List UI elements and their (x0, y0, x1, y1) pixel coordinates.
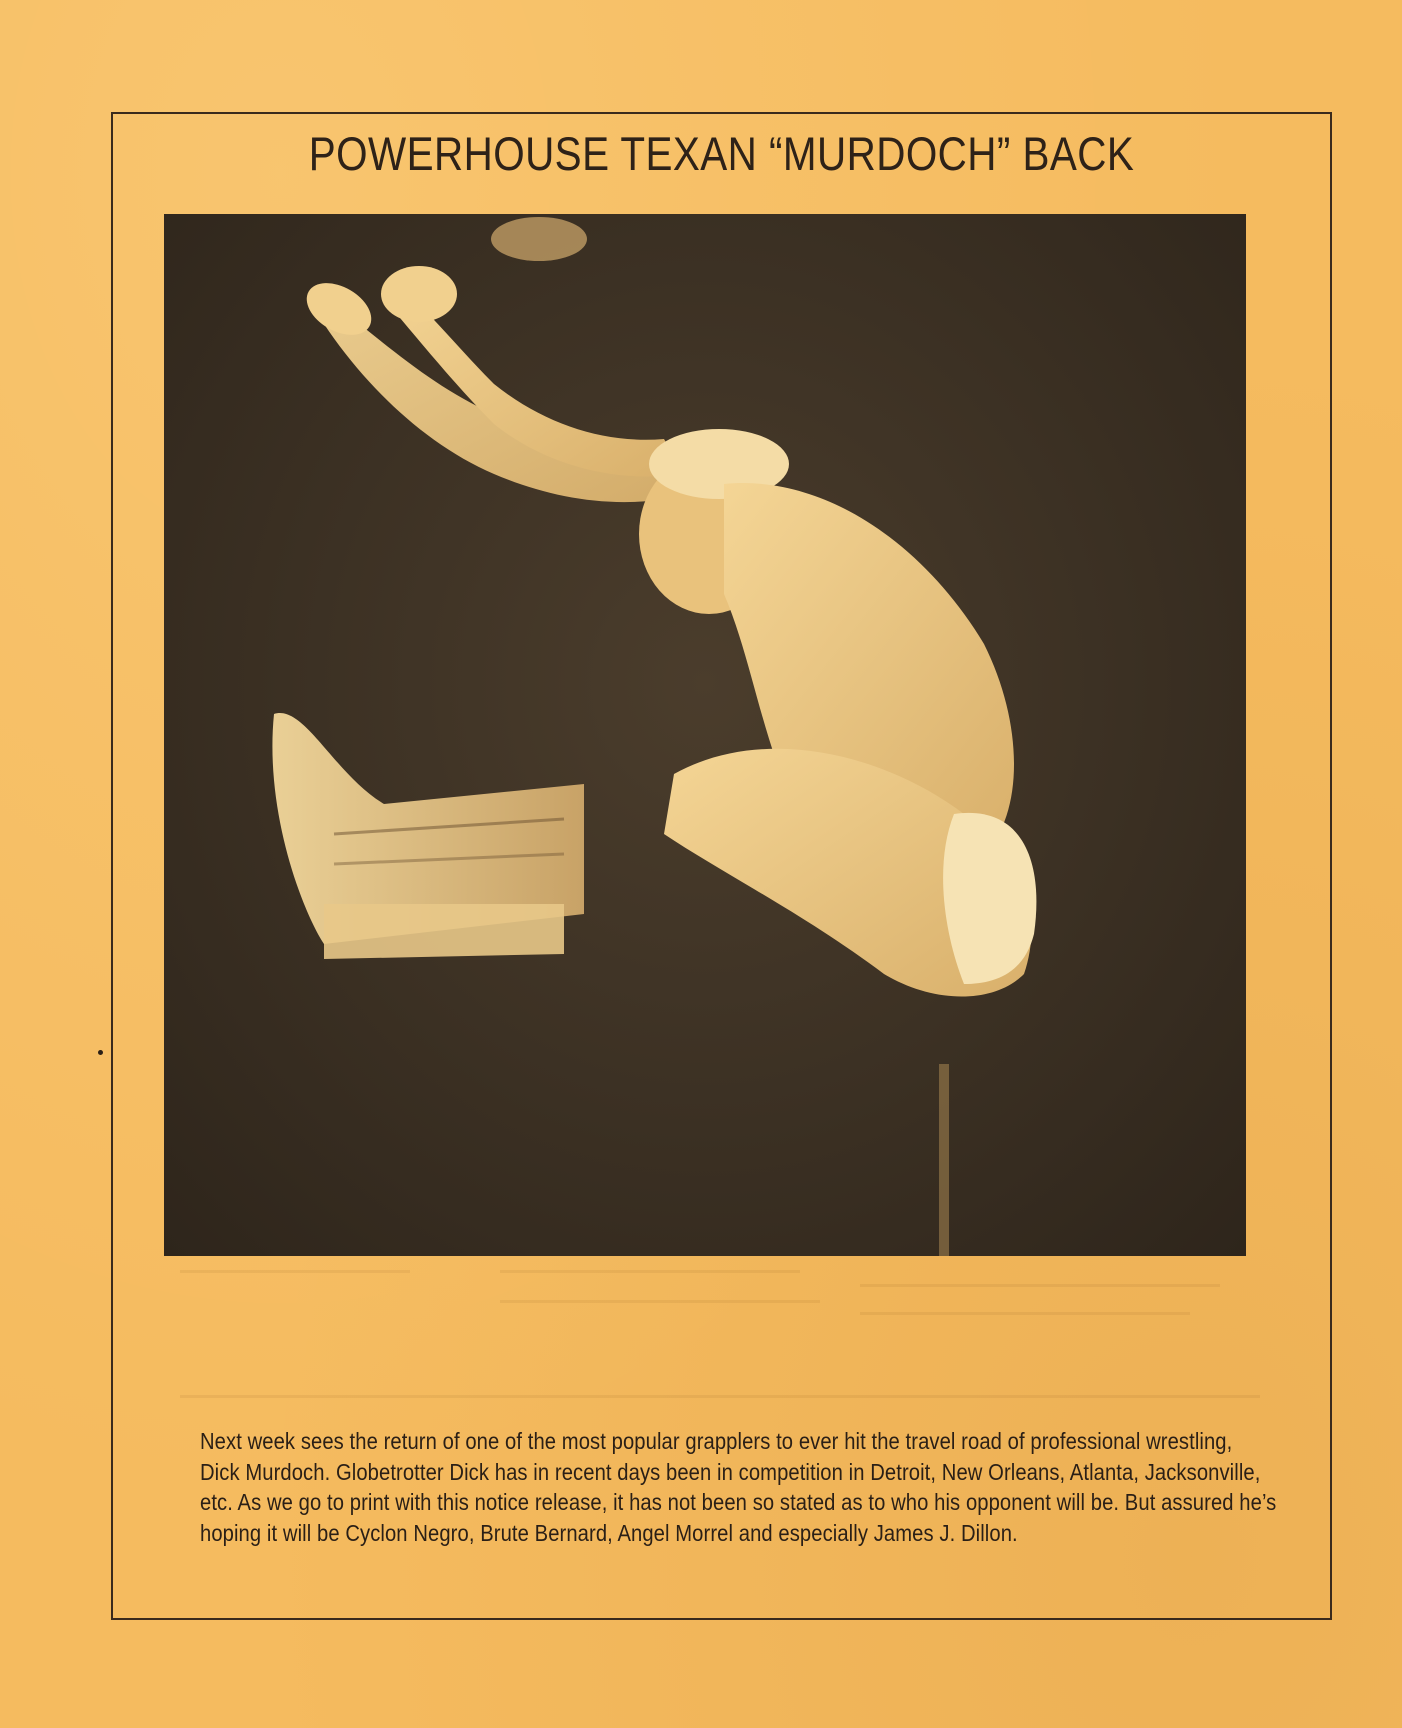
wrestler-trunks (943, 813, 1036, 984)
article-body: Next week sees the return of one of the most popular grapplers to ever hit the travel road of professional wrestling, Dick Murdoch. Globetrotter Dick has in recent days been in competition in Detroit, New Orleans, Atlanta, Jacksonville, etc. As we go to print with this notice release, it has not been so stated as to who his opponent will be. But assured he’s hoping it will be Cyclon Negro, Brute Bernard, Angel Morrel and especially James J. Dillon. (200, 1428, 1277, 1546)
wrestler-boot-lower (324, 904, 564, 959)
ceiling-lamp (491, 217, 587, 261)
wrestler-photo (164, 214, 1246, 1256)
right-hand (381, 266, 457, 322)
article-headline: POWERHOUSE TEXAN “MURDOCH” BACK (308, 127, 1135, 180)
paper-speck (98, 1050, 103, 1055)
ring-post (939, 1064, 949, 1256)
